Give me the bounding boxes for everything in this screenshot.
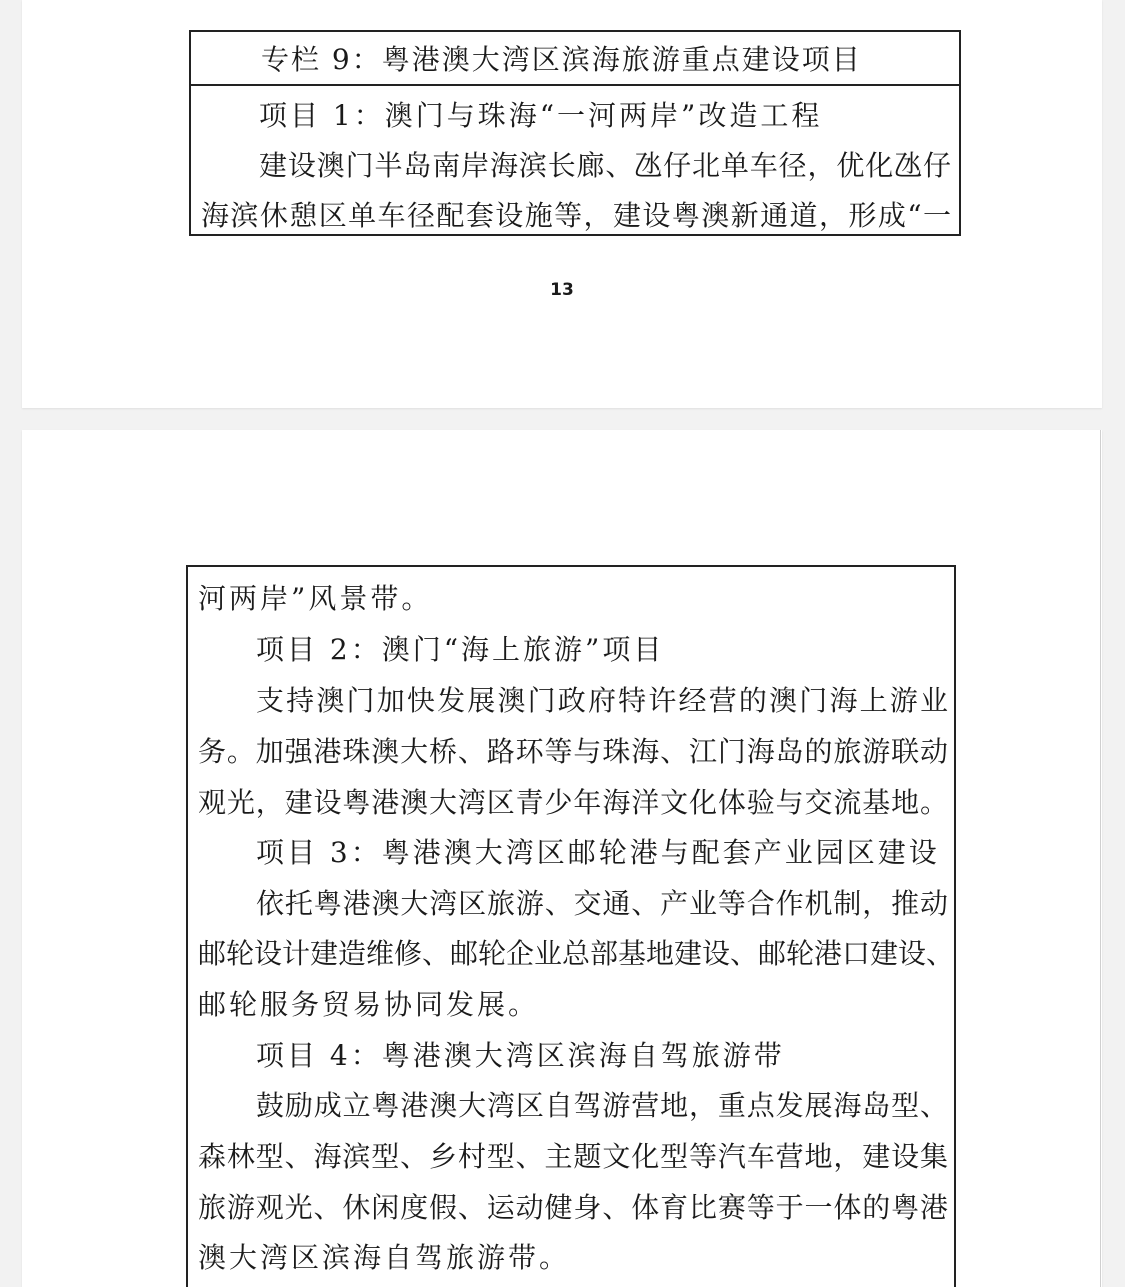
- page-edge-divider: [1100, 430, 1101, 1287]
- project-4-text-line-1: 鼓励成立粤港澳大湾区自驾游营地，重点发展海岛型、: [256, 1089, 948, 1122]
- page-number: 13: [550, 280, 574, 300]
- project-2-title: 项目 2：澳门“海上旅游”项目: [256, 633, 665, 666]
- project-3-text-line-1: 依托粤港澳大湾区旅游、交通、产业等合作机制，推动: [256, 887, 948, 920]
- project-1-text-line-1: 建设澳门半岛南岸海滨长廊、氹仔北单车径，优化氹仔: [259, 149, 951, 182]
- project-2-text-line-1: 支持澳门加快发展澳门政府特许经营的澳门海上游业: [256, 684, 948, 717]
- project-1-text-line-2: 海滨休憩区单车径配套设施等，建设粤澳新通道，形成“一: [201, 199, 951, 232]
- project-4-text-line-3: 旅游观光、休闲度假、运动健身、体育比赛等于一体的粤港: [198, 1191, 948, 1224]
- feature-box-continued: [186, 565, 956, 1287]
- project-4-text-line-2: 森林型、海滨型、乡村型、主题文化型等汽车营地，建设集: [198, 1140, 948, 1173]
- project-3-text-line-2: 邮轮设计建造维修、邮轮企业总部基地建设、邮轮港口建设、: [198, 937, 955, 970]
- project-2-text-line-2: 务。加强港珠澳大桥、路环等与珠海、江门海岛的旅游联动: [198, 735, 948, 768]
- project-4-text-line-4: 澳大湾区滨海自驾旅游带。: [198, 1241, 571, 1274]
- project-4-title: 项目 4：粤港澳大湾区滨海自驾旅游带: [256, 1039, 785, 1072]
- project-2-text-line-3: 观光，建设粤港澳大湾区青少年海洋文化体验与交流基地。: [198, 786, 948, 819]
- project-1-text-line-3: 河两岸”风景带。: [198, 582, 433, 615]
- project-3-title: 项目 3：粤港澳大湾区邮轮港与配套产业园区建设: [256, 836, 940, 869]
- project-1-title: 项目 1：澳门与珠海“一河两岸”改造工程: [259, 99, 823, 132]
- document-page-14: [22, 430, 1102, 1287]
- project-3-text-line-3: 邮轮服务贸易协同发展。: [198, 988, 540, 1021]
- table-header: 专栏 9：粤港澳大湾区滨海旅游重点建设项目: [191, 32, 959, 86]
- feature-box-column-9: [189, 30, 961, 236]
- document-page-13: [22, 0, 1102, 408]
